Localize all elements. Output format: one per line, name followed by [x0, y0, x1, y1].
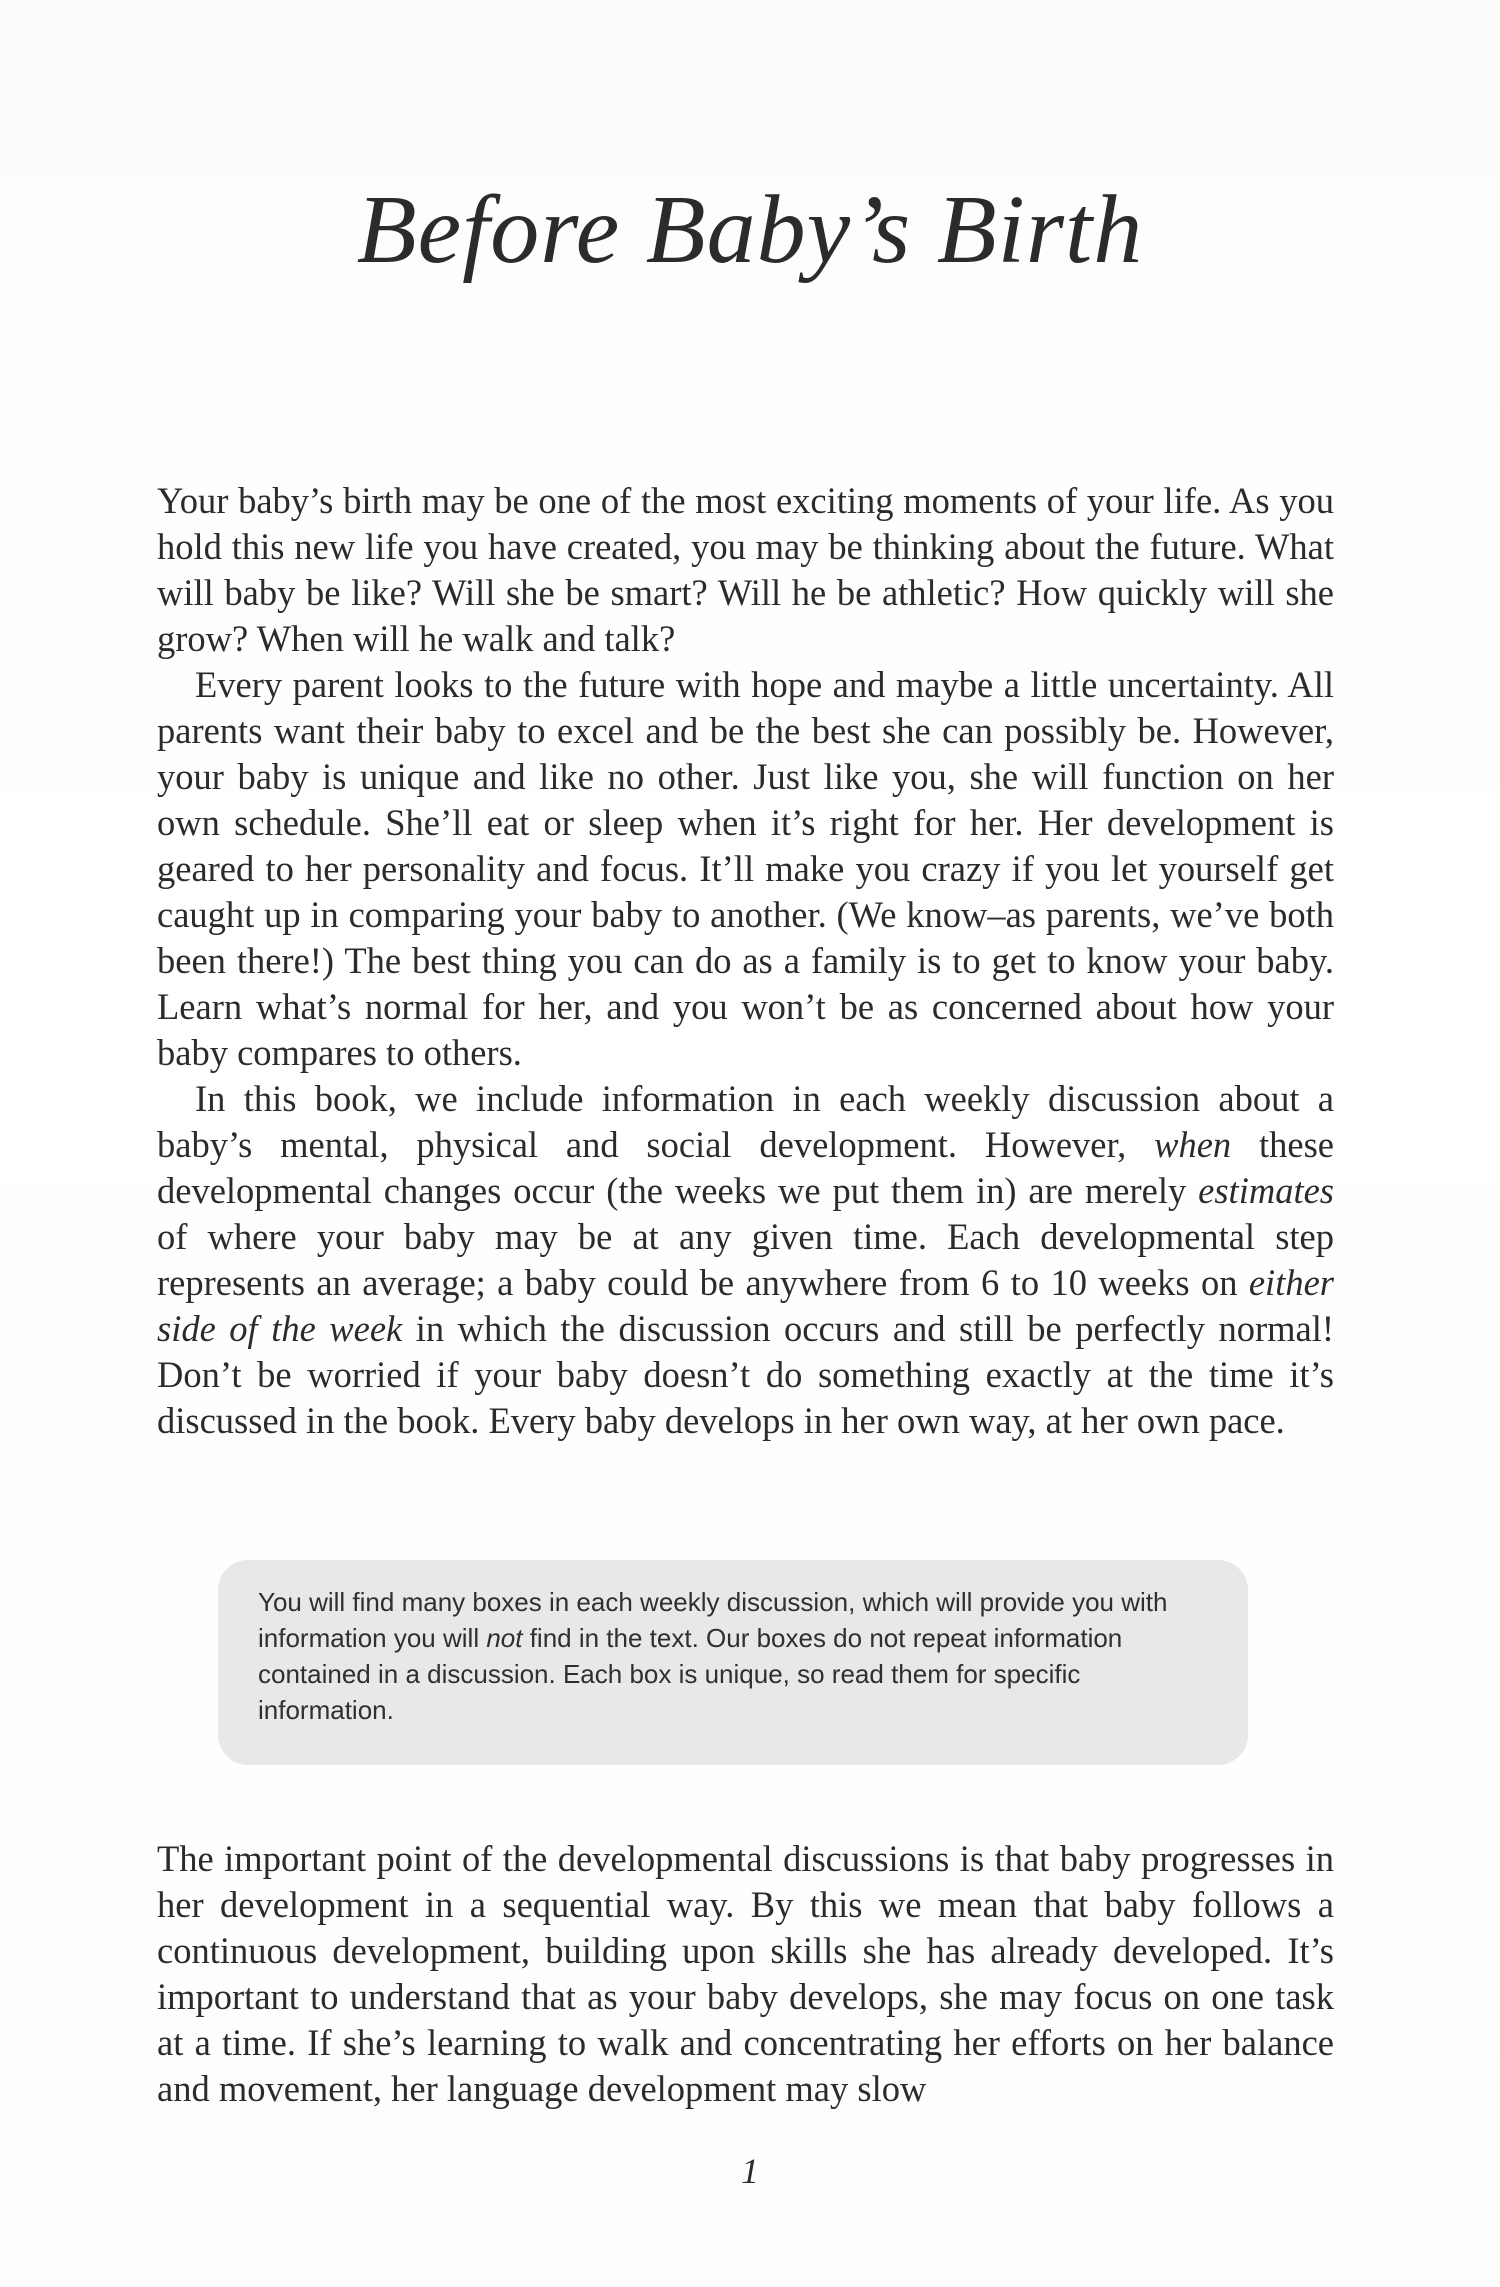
italic-emphasis: when	[1154, 1124, 1232, 1165]
paragraph-parents	[157, 662, 1334, 1076]
italic-emphasis: estimates	[1198, 1170, 1334, 1211]
text-run: of where your baby may be at any given time. Each developmental step represents an average; a baby could be anywhere from 6 to 10 weeks on	[157, 1216, 1334, 1303]
paragraph-sequential-development	[157, 1836, 1334, 2112]
text-run: Your baby’s birth may be one of the most exciting moments of your life. As you hold this new life you have created, you may be thinking about the future. What will baby be like? Will she be smart? Will he be athletic? How quickly will she grow? When will he walk and talk?	[157, 480, 1334, 659]
text-run: You will find many boxes in each weekly discussion, which will provide you with information you will	[258, 1587, 1168, 1653]
body-text-bottom	[157, 1836, 1334, 2112]
page-number: 1	[741, 2151, 759, 2191]
body-text-top	[157, 478, 1334, 1444]
italic-emphasis: either side of the week	[157, 1262, 1334, 1349]
paragraph-book-discussion	[157, 1076, 1334, 1444]
chapter-title: Before Baby’s Birth	[356, 176, 1144, 284]
text-run: The important point of the developmental discussions is that baby progresses in her development in a sequential way. By this we mean that baby follows a continuous development, building upon skills she has already developed. It’s important to understand that as your baby develops, she may focus on one task at a time. If she’s learning to walk and concentrating her efforts on her balance and movement, her language development may slow	[157, 1838, 1334, 2109]
callout-text	[258, 1584, 1208, 1728]
text-run: In this book, we include information in each weekly discussion about a baby’s mental, physical and social development. However,	[157, 1078, 1334, 1165]
info-callout-box	[218, 1560, 1248, 1765]
paragraph-intro	[157, 478, 1334, 662]
text-run: find in the text. Our boxes do not repeat information contained in a discussion. Each box is unique, so read them for specific information.	[258, 1623, 1123, 1725]
text-run: these developmental changes occur (the weeks we put them in) are merely	[157, 1124, 1334, 1211]
text-run: Every parent looks to the future with hope and maybe a little uncertainty. All parents want their baby to excel and be the best she can possibly be. However, your baby is unique and like no other. Just like you, she will function on her own schedule. She’ll eat or sleep when it’s right for her. Her development is geared to her personality and focus. It’ll make you crazy if you let yourself get caught up in comparing your baby to another. (We know–as parents, we’ve both been there!) The best thing you can do as a family is to get to know your baby. Learn what’s normal for her, and you won’t be as concerned about how your baby compares to others.	[157, 664, 1334, 1073]
text-run: in which the discussion occurs and still be perfectly normal! Don’t be worried if your baby doesn’t do something exactly at the time it’s discussed in the book. Every baby develops in her own way, at her own pace.	[157, 1308, 1334, 1441]
italic-emphasis: not	[486, 1623, 523, 1653]
